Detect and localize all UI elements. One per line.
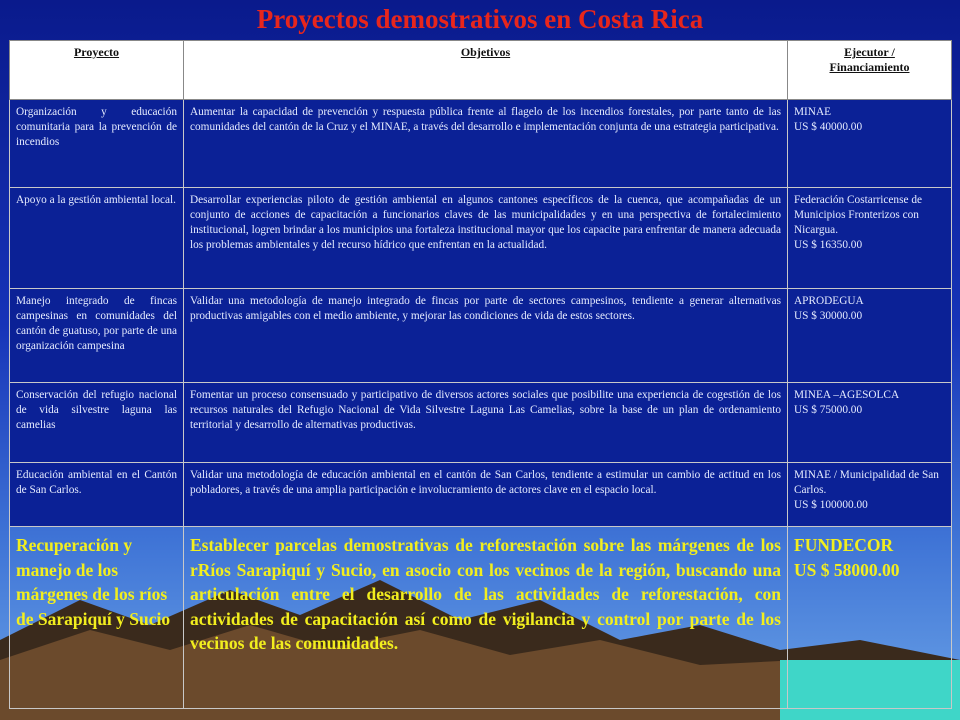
table-row: [10, 188, 952, 289]
executor-cell: [788, 463, 952, 527]
executor-cell: [788, 100, 952, 188]
table-row-highlight: [10, 527, 952, 709]
objective-cell: Validar una metodología de manejo integrado de fincas por parte de sectores campesinos, tendiente a generar alternativas productivas amigables con el medio ambiente, y mejorar las condiciones de vida de estos sectores.: [184, 289, 788, 383]
funding-amount: US $ 75000.00: [794, 404, 863, 416]
header-executor: [788, 41, 952, 100]
project-cell: Educación ambiental en el Cantón de San Carlos.: [10, 463, 184, 527]
executor-name: MINEA –AGESOLCA: [794, 389, 900, 401]
project-cell: Manejo integrado de fincas campesinas en comunidades del cantón de guatuso, por parte de una organización campesina: [10, 289, 184, 383]
project-cell: Apoyo a la gestión ambiental local.: [10, 188, 184, 289]
table-row: [10, 463, 952, 527]
projects-table: [9, 40, 952, 709]
table-header-row: [10, 41, 952, 100]
executor-cell: [788, 289, 952, 383]
objective-cell: Aumentar la capacidad de prevención y respuesta pública frente al flagelo de los incendios forestales, por parte tanto de las comunidades del cantón de la Cruz y el MINAE, a través del desarrollo e implementación conjunta de una estrategia participativa.: [184, 100, 788, 188]
executor-cell: [788, 527, 952, 709]
executor-name: FUNDECOR: [794, 535, 894, 555]
project-cell: Recuperación y manejo de los márgenes de los ríos de Sarapiquí y Sucio: [10, 527, 184, 709]
header-objectives: Objetivos: [184, 41, 788, 100]
header-executor-line1: Ejecutor /: [844, 45, 895, 59]
objective-cell: Validar una metodología de educación ambiental en el cantón de San Carlos, tendiente a estimular un cambio de actitud en los pobladores, a través de una amplia participación e involucramiento de actores clave en el espacio local.: [184, 463, 788, 527]
project-cell: Conservación del refugio nacional de vida silvestre laguna las camelias: [10, 383, 184, 463]
header-executor-line2: Financiamiento: [829, 60, 910, 74]
objective-cell: Fomentar un proceso consensuado y participativo de diversos actores sociales que posibilite una experiencia de cogestión de los recursos naturales del Refugio Nacional de Vida Silvestre Laguna Las Camelias, sobre la base de un plan de ordenamiento territorial y desarrollo de alternativas productivas.: [184, 383, 788, 463]
executor-name: MINAE: [794, 106, 832, 118]
executor-name: MINAE / Municipalidad de San Carlos.: [794, 469, 939, 496]
objective-cell: Establecer parcelas demostrativas de reforestación sobre las márgenes de los rRíos Sarapiquí y Sucio, en asocio con los vecinos de la región, buscando una articulación entre el desarrollo de las actividades de reforestación, con actividades de capacitación así como de vigilancia y control por parte de los vecinos de las comunidades.: [184, 527, 788, 709]
funding-amount: US $ 58000.00: [794, 559, 900, 580]
executor-name: Federación Costarricense de Municipios Fronterizos con Nicargua.: [794, 194, 922, 236]
table-row: [10, 100, 952, 188]
executor-cell: [788, 383, 952, 463]
table-row: [10, 289, 952, 383]
page-title: Proyectos demostrativos en Costa Rica: [256, 4, 704, 34]
funding-amount: US $ 16350.00: [794, 239, 863, 251]
executor-name: APRODEGUA: [794, 295, 864, 307]
table-row: [10, 383, 952, 463]
objective-cell: Desarrollar experiencias piloto de gestión ambiental en algunos cantones específicos de la cuenca, que acompañadas de un conjunto de acciones de capacitación a funcionarios claves de las municipalidades y en una perspectiva de fortalecimiento institucional, logren brindar a los municipios una fortaleza institucional mayor que los capacite para enfrentar de manera adecuada los problemas ambientales y del recurso hídrico que enfrentan en la actualidad.: [184, 188, 788, 289]
header-project: Proyecto: [10, 41, 184, 100]
executor-cell: [788, 188, 952, 289]
funding-amount: US $ 100000.00: [794, 499, 868, 511]
funding-amount: US $ 40000.00: [794, 121, 863, 133]
project-cell: Organización y educación comunitaria para la prevención de incendios: [10, 100, 184, 188]
funding-amount: US $ 30000.00: [794, 310, 863, 322]
